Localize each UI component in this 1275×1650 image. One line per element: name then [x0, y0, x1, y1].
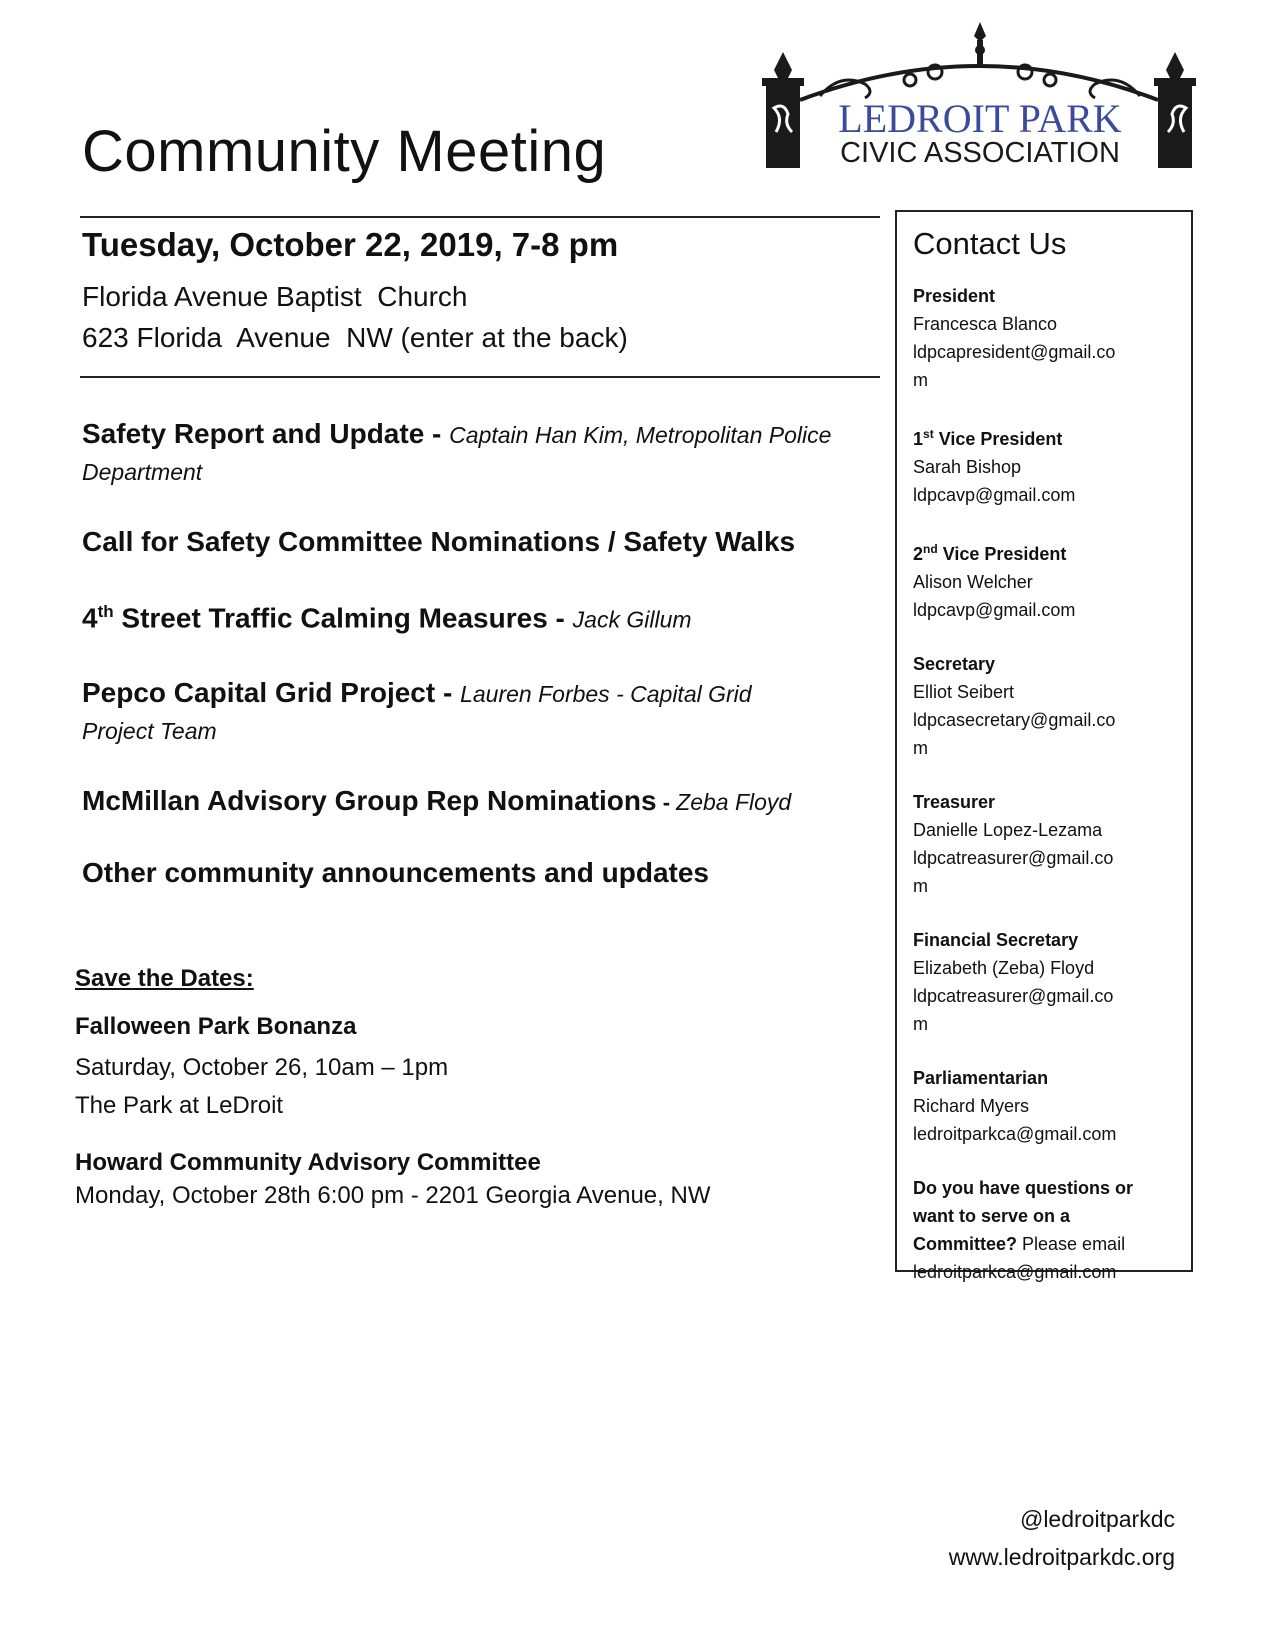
contact-name: Richard Myers — [913, 1096, 1030, 1116]
contact-first-vp — [913, 420, 1191, 509]
role-ordinal: 2 — [913, 544, 924, 564]
agenda-list — [82, 416, 882, 891]
agenda-item-presenter: Captain Han Kim, Metropolitan Police Department — [82, 422, 832, 485]
agenda-item-presenter: Lauren Forbes - Capital Grid Project Team — [82, 681, 752, 745]
contact-name: Elliot Seibert — [913, 682, 1015, 702]
contact-role: Financial Secretary — [913, 930, 1079, 950]
questions-action: Please email — [1017, 1234, 1126, 1254]
agenda-item-title: Street Traffic Calming Measures — [113, 602, 548, 634]
agenda-item-sep: - — [424, 418, 450, 449]
contact-second-vp — [913, 535, 1191, 624]
agenda-item-traffic-calming — [82, 594, 882, 637]
logo-line-2: CIVIC ASSOCIATION — [840, 137, 1120, 169]
agenda-item-title: Other community announcements and updates — [82, 857, 709, 889]
contact-role — [913, 420, 1191, 453]
divider-bottom — [80, 376, 880, 378]
contact-email[interactable]: ldpcatreasurer@gmail.co m — [913, 848, 1114, 896]
agenda-item-title: McMillan Advisory Group Rep Nominations — [82, 785, 657, 817]
contact-email[interactable]: ldpcavp@gmail.com — [913, 485, 1076, 505]
contact-name: Sarah Bishop — [913, 457, 1022, 477]
contact-role — [913, 535, 1191, 568]
agenda-item-sep: - — [656, 790, 677, 816]
contact-role: Secretary — [913, 654, 996, 674]
meeting-venue — [82, 276, 628, 358]
ledroit-park-logo — [760, 22, 1200, 172]
contact-president — [913, 282, 1191, 394]
agenda-item-safety-committee — [82, 524, 882, 560]
contact-role: Parliamentarian — [913, 1068, 1049, 1088]
questions-prompt: Do you have questions or want to serve on a Committee? — [913, 1178, 1134, 1254]
agenda-item-title: Safety Report and Update — [82, 418, 425, 449]
agenda-item-sep: - — [435, 677, 461, 709]
role-ordinal-suffix: st — [923, 427, 934, 441]
contact-secretary — [913, 650, 1191, 762]
role-title: Vice President — [937, 544, 1067, 564]
role-title: Vice President — [933, 429, 1063, 449]
contact-email[interactable]: ldpcatreasurer@gmail.co m — [913, 986, 1114, 1034]
contact-name: Elizabeth (Zeba) Floyd — [913, 958, 1095, 978]
contact-name: Danielle Lopez-Lezama — [913, 820, 1103, 840]
event-location: The Park at LeDroit — [75, 1092, 284, 1119]
website-link[interactable]: www.ledroitparkdc.org — [948, 1544, 1175, 1570]
role-ordinal-suffix: nd — [923, 542, 938, 556]
agenda-item-safety-report — [82, 416, 882, 490]
contact-email[interactable]: ldpcavp@gmail.com — [913, 600, 1076, 620]
footer — [949, 1500, 1175, 1576]
contact-role: President — [913, 286, 996, 306]
questions-email[interactable]: ledroitparkca@gmail.com — [913, 1262, 1117, 1282]
agenda-item-ordinal-suffix: th — [97, 602, 114, 621]
event-datetime: Saturday, October 26, 10am – 1pm — [75, 1054, 449, 1081]
event-falloween — [75, 1013, 855, 1125]
divider-top — [80, 216, 880, 218]
meeting-date: Tuesday, October 22, 2019, 7-8 pm — [82, 226, 619, 263]
agenda-item-title: Call for Safety Committee Nominations / Safety Walks — [82, 526, 796, 557]
agenda-item-pepco — [82, 675, 802, 749]
contact-name: Francesca Blanco — [913, 314, 1058, 334]
contact-title: Contact Us — [913, 226, 1067, 261]
event-name: Howard Community Advisory Committee — [75, 1149, 541, 1176]
contact-email[interactable]: ldpcasecretary@gmail.com — [913, 710, 1116, 758]
page-title: Community Meeting — [82, 119, 607, 184]
social-handle[interactable]: @ledroitparkdc — [1019, 1506, 1175, 1532]
event-howard — [75, 1149, 855, 1215]
contact-us-box — [895, 210, 1193, 1282]
save-dates-heading: Save the Dates: — [75, 965, 254, 992]
agenda-item-mcmillan — [82, 783, 882, 821]
contact-treasurer — [913, 788, 1191, 900]
agenda-item-presenter: Jack Gillum — [572, 606, 692, 633]
agenda-item-title: Pepco Capital Grid Project — [82, 677, 436, 709]
contact-parliamentarian — [913, 1064, 1191, 1148]
contact-email[interactable]: ldpcapresident@gmail.com — [913, 342, 1116, 390]
contact-financial-secretary — [913, 926, 1191, 1038]
event-name: Falloween Park Bonanza — [75, 1013, 357, 1040]
role-ordinal: 1 — [913, 429, 924, 449]
contact-questions — [913, 1174, 1178, 1286]
venue-address: 623 Florida Avenue NW (enter at the back) — [82, 322, 628, 353]
agenda-item-sep: - — [547, 602, 573, 634]
venue-name: Florida Avenue Baptist Church — [82, 281, 468, 312]
agenda-item-announcements — [82, 855, 882, 891]
contact-name: Alison Welcher — [913, 572, 1033, 592]
agenda-item-presenter: Zeba Floyd — [676, 789, 792, 816]
event-datetime: Monday, October 28th 6:00 pm - 2201 Georgia Avenue, NW — [75, 1182, 711, 1209]
save-the-dates — [75, 965, 855, 1215]
contact-role: Treasurer — [913, 792, 996, 812]
logo-line-1: LEDROIT PARK — [838, 96, 1122, 141]
agenda-item-ordinal: 4 — [82, 602, 98, 634]
contact-email[interactable]: ledroitparkca@gmail.com — [913, 1124, 1117, 1144]
